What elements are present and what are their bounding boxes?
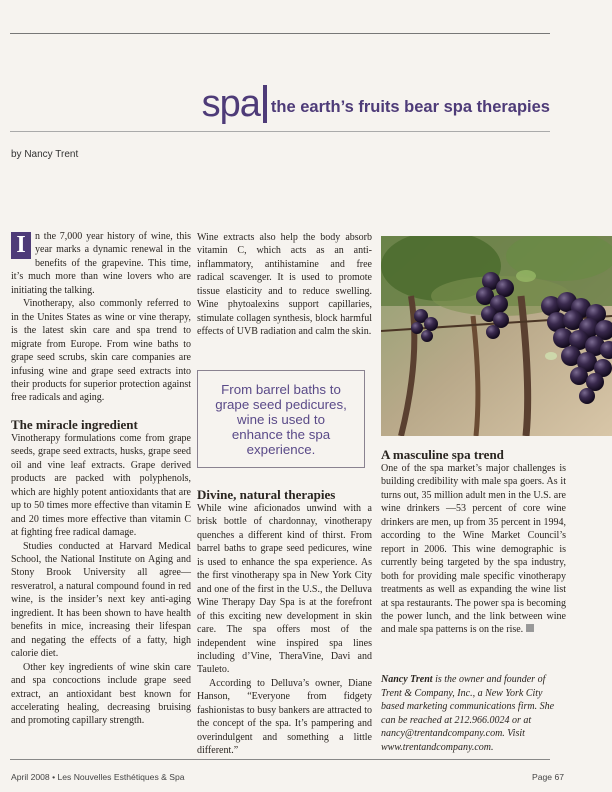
top-rule bbox=[10, 33, 550, 34]
intro-paragraph-1 bbox=[11, 230, 191, 297]
column-1 bbox=[11, 230, 191, 728]
grapes-photo bbox=[381, 236, 612, 436]
heading-masculine: A masculine spa trend bbox=[381, 447, 504, 462]
heading-divine: Divine, natural therapies bbox=[197, 487, 336, 502]
drop-cap: I bbox=[11, 232, 31, 259]
article-headline: the earth’s fruits bear spa therapies bbox=[270, 98, 550, 116]
intro-text-1: n the 7,000 year history of wine, this year marks a dynamic renewal in the benefits of the grapevine. This time, it’s much more than wine lovers who are initiating the talking. bbox=[11, 231, 191, 296]
heading-miracle: The miracle ingredient bbox=[11, 416, 138, 432]
author-name: Nancy Trent bbox=[381, 674, 433, 685]
miracle-paragraph-2: Studies conducted at Harvard Medical School, the National Institute on Aging and Stony Brook University all agree—resveratrol, a natural compound found in red wine, is the insider’s next key anti-aging ingredient. It has been shown to have health benefits in mice, increasing their lifespan and negating the effects of a fatty, high calorie diet. bbox=[11, 540, 191, 660]
author-bio-text: is the owner and founder of Trent & Company, Inc., a New York City based marketing communications firm. She can be reached at 212.966.0024 or at nancy@trentandcompany.com. Visit www.trentandcompany.com. bbox=[381, 674, 555, 753]
byline: by Nancy Trent bbox=[11, 149, 79, 160]
page-number: Page 67 bbox=[532, 772, 565, 782]
intro-paragraph-2: Vinotherapy, also commonly referred to in the Unites States as wine or vine therapy, is the latest skin care and spa trend to migrate from Europe. From wine baths to grape seed scrubs, skin care companies are infusing wine and grape seed extracts into their products for superior protection against free radicals and aging. bbox=[11, 298, 191, 404]
author-bio bbox=[381, 673, 566, 755]
end-mark-icon bbox=[526, 624, 534, 632]
grape-vine-image bbox=[381, 236, 612, 436]
divine-paragraph-2: According to Delluva’s owner, Diane Hanson, “Everyone from fidgety fashionistas to busy bankers are attracted to the concept of the spa. It’s pampering and overindulgent and something a little different.” bbox=[197, 677, 372, 757]
column-2-bottom bbox=[197, 502, 372, 758]
column-2-top bbox=[197, 231, 372, 339]
masculine-text: One of the spa market’s major challenges is building credibility with male spa goers. As it turns out, 35 million adult men in the U.S. are wine drinkers —53 percent of core wine drinkers are men, up from 35 percent in 1994, according to the Wine Market Council’s report in 2006. This wine demographic is currently being targeted by the spa industry, both for providing male specific vinotherapy treatments as well as expanding the wine list at spa restaurants. The power spa is becoming the power lunch, and the link between wine and male spa patterns is on the rise. bbox=[381, 463, 566, 636]
masculine-paragraph bbox=[381, 462, 566, 637]
divine-paragraph-1: While wine aficionados unwind with a brisk bottle of chardonnay, vinotherapy quenches a different kind of thirst. From barrel baths to grape seed pedicures, wine is used to enhance the spa experience. As the first vinotherapy spa in New York City and one of the first in the U.S., the Delluva Wine Therapy Day Spa is at the forefront of this exciting new development in skin care. The spa offers most of the independent wine inspired spa lines including d’Vine, TheraVine, Davi and Tauleto. bbox=[197, 503, 372, 676]
col2-paragraph: Wine extracts also help the body absorb vitamin C, which acts as an anti-inflammatory, antihistamine and free radical scavenger. It is used to promote tissue elasticity and to reduce swelling. Wine phytoalexins support capillaries, stimulate collagen synthesis, block harmful effects of UVB radiation and calm the skin. bbox=[197, 232, 372, 338]
article-title bbox=[202, 84, 550, 124]
bottom-rule bbox=[10, 759, 550, 760]
miracle-paragraph-1: Vinotherapy formulations come from grape seeds, grape seed extracts, husks, grape seed oil and vine leaf extracts. Grape derived products are packed with polyphenols, which are highly potent antioxidants that are up to 50 times more effective than vitamin E and 20 times more effective than vitamin C at fighting free radical damage. bbox=[11, 432, 191, 539]
column-3 bbox=[381, 462, 566, 637]
miracle-paragraph-3: Other key ingredients of wine skin care and spa concoctions include grape seed extract, an antioxidant best known for accelerating healing, decreasing bruising and promoting capillary strength. bbox=[11, 661, 191, 727]
section-label: spa bbox=[201, 83, 260, 125]
pull-quote: From barrel baths to grape seed pedicures, wine is used to enhance the spa experience. bbox=[197, 370, 365, 468]
title-rule bbox=[10, 131, 550, 132]
title-divider bbox=[263, 85, 267, 123]
footer-publication: April 2008 • Les Nouvelles Esthétiques & Spa bbox=[11, 772, 185, 782]
